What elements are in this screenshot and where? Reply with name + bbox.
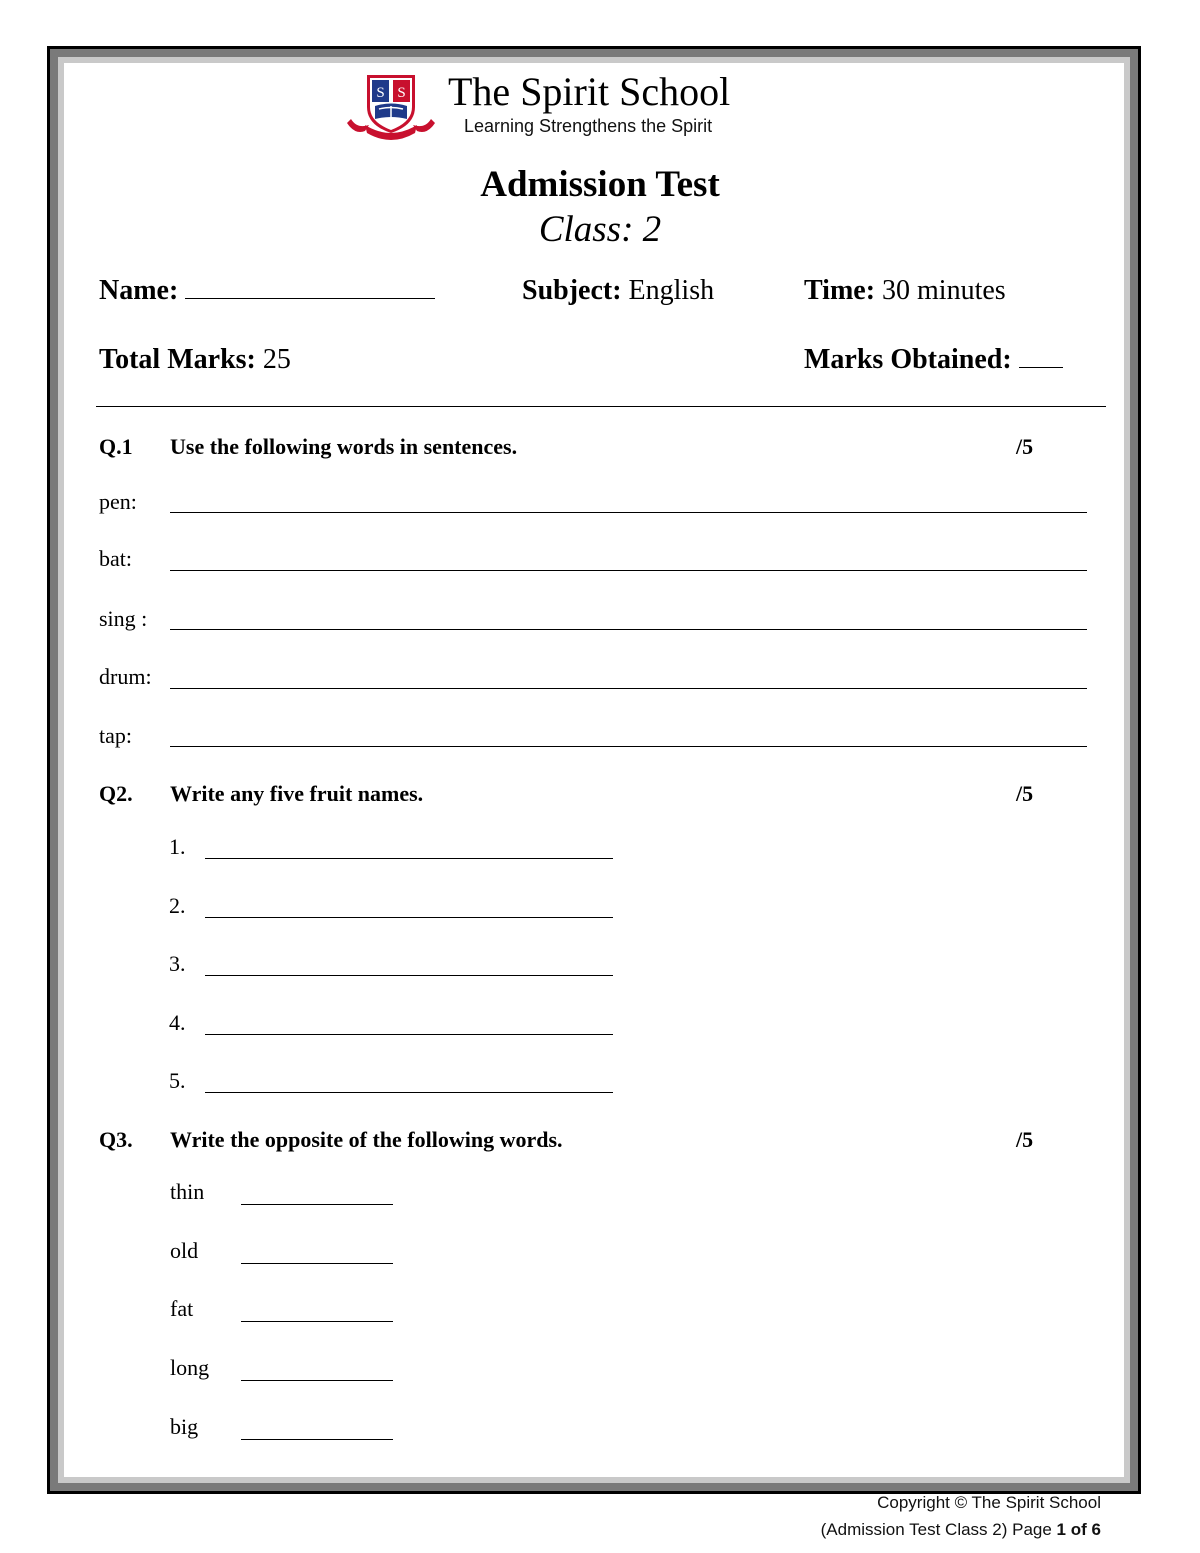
subject-value: English [628, 275, 715, 306]
footer-page-of: of [1070, 1520, 1087, 1539]
header-divider [96, 406, 1106, 407]
name-blank[interactable] [185, 298, 435, 299]
q2-item-number: 1. [169, 834, 186, 859]
q1-answer-line-sing[interactable] [170, 629, 1087, 630]
time-value: 30 minutes [882, 275, 1006, 306]
q2-item-number: 4. [169, 1010, 186, 1035]
school-logo [345, 73, 437, 143]
total-marks-field [99, 344, 291, 376]
page-border [47, 46, 1141, 1494]
q3-answer-line-big[interactable] [241, 1439, 393, 1440]
marks-obtained-field [804, 344, 1063, 376]
q1-word-pen: pen: [99, 489, 137, 514]
q1-word-bat: bat: [99, 546, 132, 571]
q3-answer-line-fat[interactable] [241, 1321, 393, 1322]
class-heading: Class: 2 [538, 209, 662, 250]
q2-text: Write any five fruit names. [170, 781, 424, 806]
marks-obtained-blank[interactable] [1019, 367, 1063, 368]
footer-page-current: 1 [1056, 1520, 1067, 1539]
q3-answer-line-long[interactable] [241, 1380, 393, 1381]
q2-number: Q2. [99, 781, 133, 806]
q1-number: Q.1 [99, 434, 133, 459]
q3-answer-line-thin[interactable] [241, 1204, 393, 1205]
q1-word-drum: drum: [99, 664, 152, 689]
q3-word-old: old [170, 1238, 199, 1263]
logo-letter-left: S [376, 85, 385, 101]
subject-field [522, 275, 714, 307]
test-title: Admission Test [480, 164, 720, 205]
marks-obtained-label: Marks Obtained: [804, 344, 1012, 375]
school-name: The Spirit School [448, 69, 731, 114]
q3-word-fat: fat [170, 1296, 194, 1321]
q2-marks: /5 [1016, 781, 1034, 806]
q2-answer-line[interactable] [205, 858, 613, 859]
q1-answer-line-bat[interactable] [170, 570, 1087, 571]
q2-item-number: 5. [169, 1068, 186, 1093]
footer-page-info [821, 1520, 1101, 1540]
footer-page-prefix: (Admission Test Class 2) Page [820, 1520, 1052, 1539]
footer-page-total: 6 [1091, 1520, 1101, 1539]
q1-marks: /5 [1016, 434, 1034, 459]
q1-answer-line-drum[interactable] [170, 688, 1087, 689]
q3-answer-line-old[interactable] [241, 1263, 393, 1264]
q2-answer-line[interactable] [205, 975, 613, 976]
q2-answer-line[interactable] [205, 1034, 613, 1035]
q2-answer-line[interactable] [205, 917, 613, 918]
q2-item-number: 2. [169, 893, 186, 918]
subject-label: Subject: [522, 275, 622, 306]
q1-answer-line-tap[interactable] [170, 746, 1087, 747]
time-label: Time: [804, 275, 876, 306]
footer-copyright: Copyright © The Spirit School [877, 1493, 1101, 1512]
q3-number: Q3. [99, 1127, 133, 1152]
q1-word-tap: tap: [99, 723, 132, 748]
total-marks-label: Total Marks: [99, 344, 256, 375]
q2-answer-line[interactable] [205, 1092, 613, 1093]
q3-marks: /5 [1016, 1127, 1034, 1152]
q1-answer-line-pen[interactable] [170, 512, 1087, 513]
q1-word-sing: sing : [99, 606, 148, 631]
name-label: Name: [99, 275, 179, 306]
q3-word-thin: thin [170, 1179, 205, 1204]
q3-word-big: big [170, 1414, 199, 1439]
q3-text: Write the opposite of the following words. [170, 1127, 563, 1152]
q1-text: Use the following words in sentences. [170, 434, 518, 459]
time-field [804, 275, 1006, 307]
total-marks-value: 25 [262, 344, 291, 375]
school-tagline: Learning Strengthens the Spirit [464, 116, 713, 136]
q2-item-number: 3. [169, 951, 186, 976]
page-border-inner [58, 57, 1130, 1483]
q3-word-long: long [170, 1355, 210, 1380]
logo-letter-right: S [397, 85, 406, 101]
name-field [99, 275, 435, 307]
